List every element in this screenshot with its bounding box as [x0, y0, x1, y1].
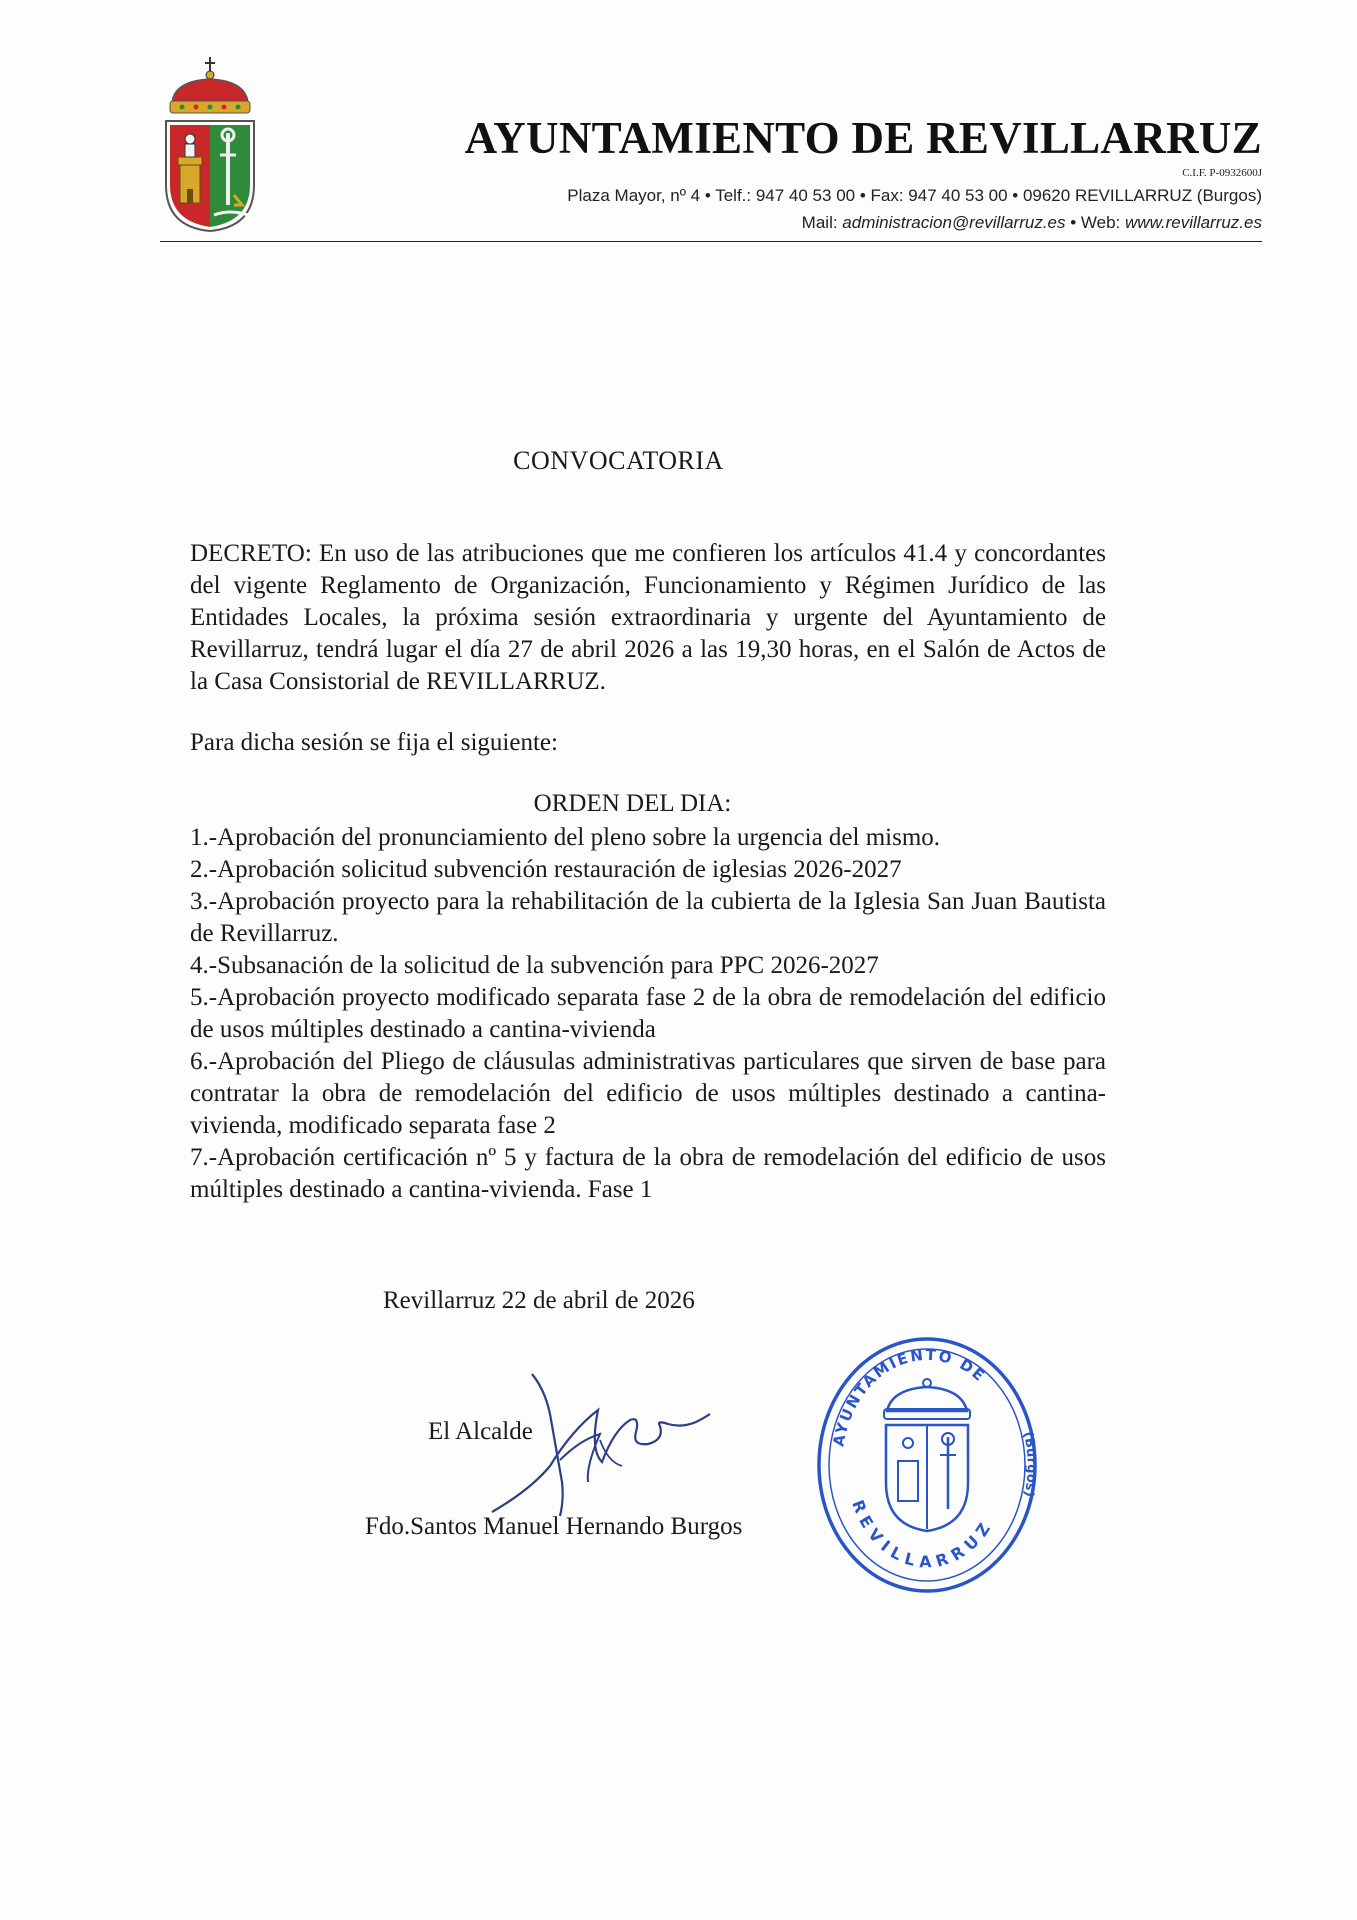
- agenda-item: 3.-Aprobación proyecto para la rehabilitación de la cubierta de la Iglesia San Juan Bautista de Revillarruz.: [190, 888, 1106, 947]
- email-link[interactable]: administracion@revillarruz.es: [842, 213, 1066, 232]
- agenda-item: 6.-Aprobación del Pliego de cláusulas administrativas particulares que sirven de base para contratar la obra de remodelación del edificio de usos múltiples destinado a cantina-vivienda, modificado separata fase 2: [190, 1048, 1106, 1139]
- organization-name: AYUNTAMIENTO DE REVILLARRUZ: [464, 113, 1262, 163]
- tax-id: C.I.F. P-0932600J: [1182, 167, 1262, 179]
- official-stamp: [812, 1333, 1042, 1598]
- svg-text:AYUNTAMIENTO DE: [829, 1346, 989, 1448]
- stamp-top-text: AYUNTAMIENTO DE: [829, 1345, 990, 1448]
- intro-paragraph: Para dicha sesión se fija el siguiente:: [190, 729, 558, 756]
- mail-label: Mail:: [801, 213, 843, 232]
- header-divider: [160, 241, 1262, 242]
- agenda-title: ORDEN DEL DIA:: [533, 790, 732, 817]
- handwritten-signature: [490, 1370, 720, 1520]
- signer-name: Fdo.Santos Manuel Hernando Burgos: [365, 1513, 743, 1540]
- agenda-item: 5.-Aprobación proyecto modificado separata fase 2 de la obra de remodelación del edificio de usos múltiples destinado a cantina-vivienda: [190, 984, 1106, 1043]
- website-link[interactable]: www.revillarruz.es: [1125, 213, 1262, 232]
- stamp-bottom-text: REVILLARRUZ: [848, 1497, 998, 1572]
- agenda-item: 7.-Aprobación certificación nº 5 y factura de la obra de remodelación del edificio de usos múltiples destinado a cantina-vivienda. Fase 1: [190, 1144, 1106, 1203]
- agenda-item: 1.-Aprobación del pronunciamiento del pleno sobre la urgencia del mismo.: [190, 824, 941, 851]
- mayor-label: El Alcalde: [428, 1418, 533, 1445]
- coat-of-arms-logo: [160, 55, 260, 235]
- web-label: • Web:: [1065, 213, 1126, 232]
- date-place-line: Revillarruz 22 de abril de 2026: [383, 1287, 695, 1314]
- contact-line: [802, 213, 1262, 233]
- decree-paragraph: DECRETO: En uso de las atribuciones que me confieren los artículos 41.4 y concordantes del vigente Reglamento de Organización, Funcionamiento y Régimen Jurídico de las Entidades Locales, la próxima sesión extraordinaria y urgente del Ayuntamiento de Revillarruz, tendrá lugar el día 27 de abril 2026 a las 19,30 horas, en el Salón de Actos de la Casa Consistorial de REVILLARRUZ.: [190, 540, 1106, 695]
- agenda-item: 4.-Subsanación de la solicitud de la subvención para PPC 2026-2027: [190, 952, 879, 979]
- agenda-item: 2.-Aprobación solicitud subvención restauración de iglesias 2026-2027: [190, 856, 902, 883]
- stamp-right-text: (Burgos): [1019, 1430, 1039, 1499]
- address-line: Plaza Mayor, nº 4 • Telf.: 947 40 53 00 • Fax: 947 40 53 00 • 09620 REVILLARRUZ (Burgos): [567, 186, 1262, 205]
- document-title: CONVOCATORIA: [513, 446, 724, 475]
- agenda-list: [190, 822, 1106, 1206]
